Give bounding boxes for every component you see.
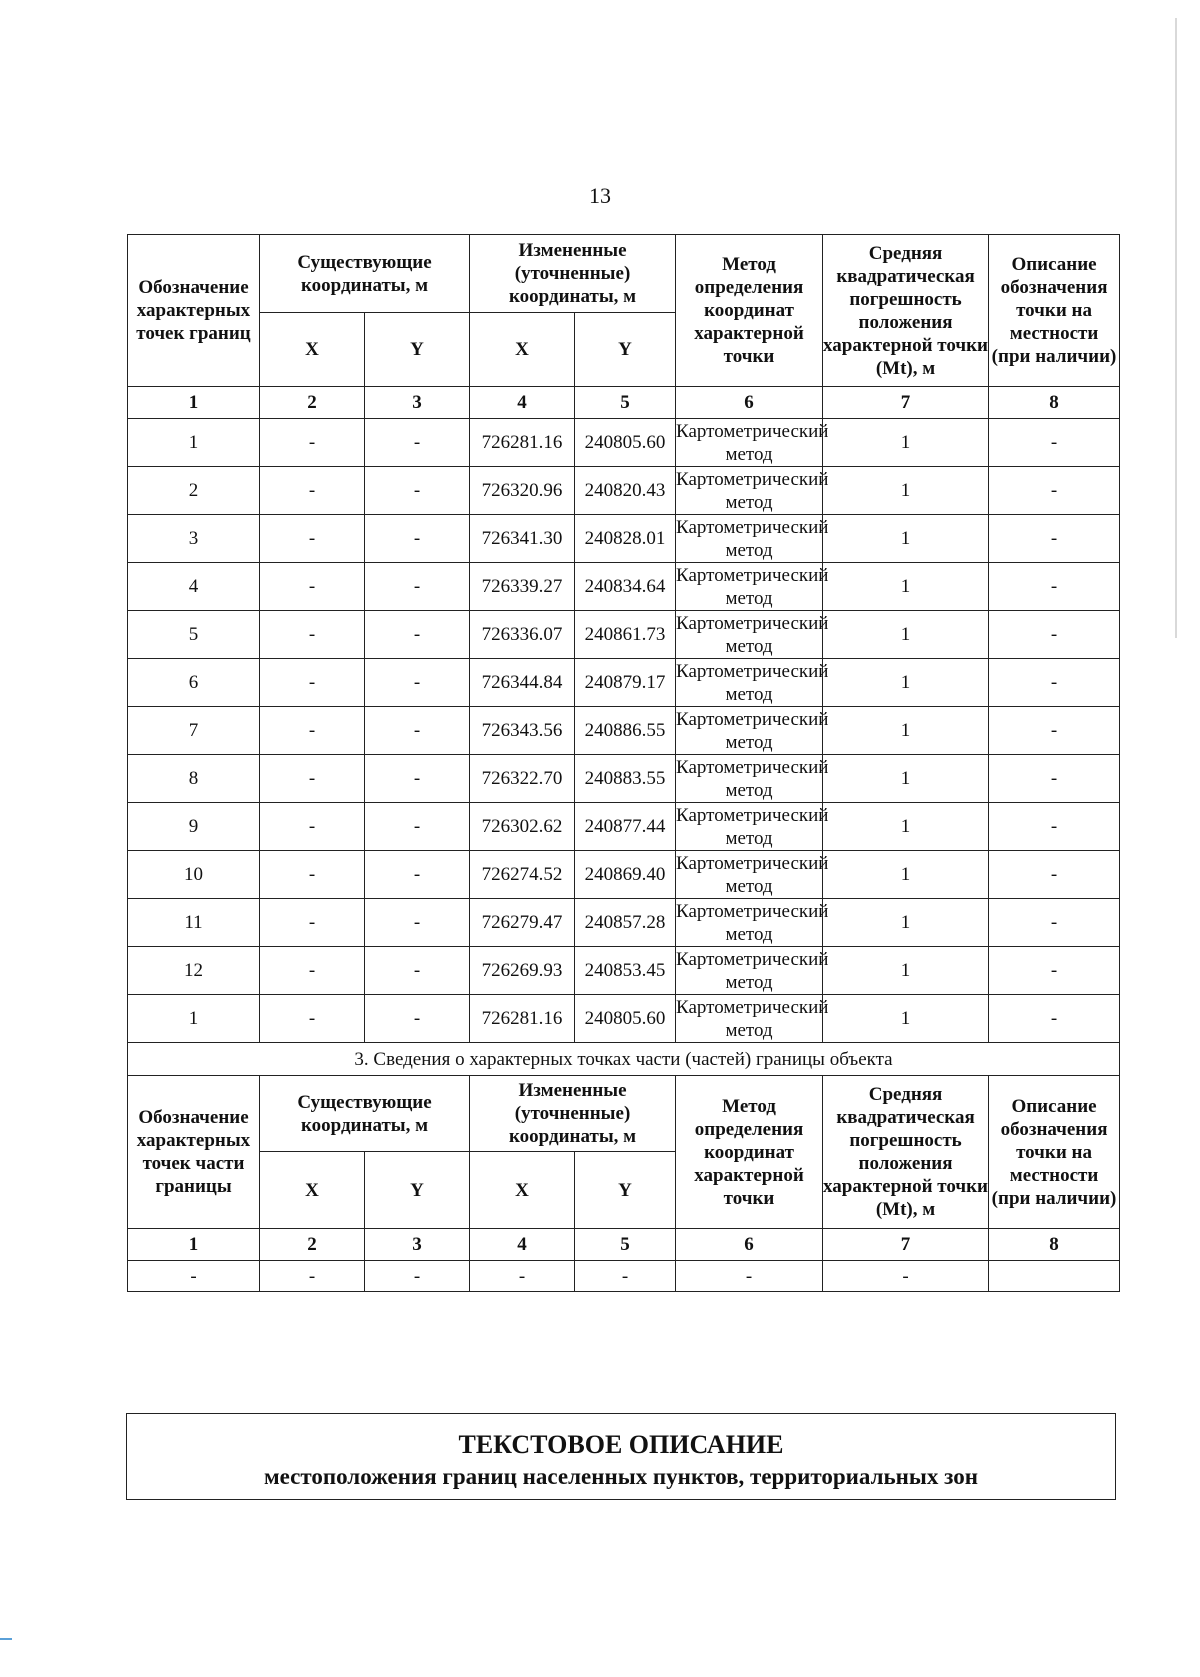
cell-existing-y: -	[365, 947, 470, 995]
cell-existing-x: -	[260, 515, 365, 563]
header-error: Средняя квадратическая погрешность положения характерной точки (Mt), м	[823, 235, 989, 387]
header-existing-x: X	[260, 313, 365, 387]
cell-y: 240869.40	[575, 851, 676, 899]
header-existing-y: Y	[365, 313, 470, 387]
header-existing-coords: Существующие координаты, м	[260, 235, 470, 313]
cell-y: 240879.17	[575, 659, 676, 707]
cell-y: 240820.43	[575, 467, 676, 515]
s3-header-designation: Обозначение характерных точек части границы	[128, 1076, 260, 1229]
header-changed-coords: Измененные (уточненные) координаты, м	[470, 235, 676, 313]
column-number: 6	[676, 1229, 823, 1261]
cell-point: 4	[128, 563, 260, 611]
cell-existing-y: -	[365, 755, 470, 803]
cell-existing-y: -	[365, 995, 470, 1043]
cell-x: 726281.16	[470, 419, 575, 467]
cell-mt: 1	[823, 851, 989, 899]
cell-existing-x: -	[260, 851, 365, 899]
text-description-title: ТЕКСТОВОЕ ОПИСАНИЕ	[458, 1430, 784, 1459]
text-description-subtitle: местоположения границ населенных пунктов, территориальных зон	[264, 1464, 978, 1489]
table-row	[128, 803, 1120, 851]
s3-header-description: Описание обозначения точки на местности (при наличии)	[989, 1076, 1120, 1229]
s3-column-number-row	[128, 1229, 1120, 1261]
cell-point: 9	[128, 803, 260, 851]
cell-desc: -	[989, 707, 1120, 755]
cell-point: 12	[128, 947, 260, 995]
s3-header-changed-y: Y	[575, 1152, 676, 1229]
header-description: Описание обозначения точки на местности (при наличии)	[989, 235, 1120, 387]
cell-point: 11	[128, 899, 260, 947]
cell-existing-x: -	[260, 419, 365, 467]
cell-point: 8	[128, 755, 260, 803]
coordinates-table	[127, 234, 1120, 1292]
table-row	[128, 563, 1120, 611]
cell-x: 726320.96	[470, 467, 575, 515]
cell-mt: 1	[823, 611, 989, 659]
cell-existing-x: -	[260, 467, 365, 515]
cell-point: 2	[128, 467, 260, 515]
cell-point: 10	[128, 851, 260, 899]
cell-desc: -	[989, 467, 1120, 515]
column-number: 1	[128, 387, 260, 419]
column-number: 2	[260, 387, 365, 419]
text-description-box	[126, 1413, 1116, 1500]
s3-header-existing-coords: Существующие координаты, м	[260, 1076, 470, 1152]
cell-x: 726269.93	[470, 947, 575, 995]
cell-point: 3	[128, 515, 260, 563]
s3-header-existing-y: Y	[365, 1152, 470, 1229]
cell-mt: 1	[823, 899, 989, 947]
cell-method: Картометрический метод	[676, 660, 829, 705]
cell-method: Картометрический метод	[676, 996, 829, 1041]
cell-y: -	[575, 1261, 676, 1292]
cell-mt: 1	[823, 803, 989, 851]
cell-method: Картометрический метод	[676, 852, 829, 897]
cell-desc: -	[989, 803, 1120, 851]
cell-desc: -	[989, 659, 1120, 707]
s3-header-existing-x: X	[260, 1152, 365, 1229]
column-number: 3	[365, 1229, 470, 1261]
table-row	[128, 467, 1120, 515]
column-number: 5	[575, 1229, 676, 1261]
cell-mt: 1	[823, 995, 989, 1043]
column-number-row	[128, 387, 1120, 419]
cell-existing-y: -	[365, 419, 470, 467]
cell-y: 240883.55	[575, 755, 676, 803]
cell-desc: -	[989, 611, 1120, 659]
cell-mt: 1	[823, 707, 989, 755]
table-row	[128, 755, 1120, 803]
cell-method: Картометрический метод	[676, 708, 829, 753]
table-row	[128, 515, 1120, 563]
cell-mt: 1	[823, 755, 989, 803]
column-number: 6	[676, 387, 823, 419]
cell-method: Картометрический метод	[676, 804, 829, 849]
column-number: 2	[260, 1229, 365, 1261]
cell-point: 7	[128, 707, 260, 755]
cell-existing-y: -	[365, 563, 470, 611]
cell-point: -	[128, 1261, 260, 1292]
table-row	[128, 659, 1120, 707]
scan-edge-mark	[0, 1638, 12, 1640]
column-number: 4	[470, 1229, 575, 1261]
cell-mt: 1	[823, 419, 989, 467]
cell-x: 726279.47	[470, 899, 575, 947]
cell-existing-y: -	[365, 1261, 470, 1292]
section-3-title: 3. Сведения о характерных точках части (частей) границы объекта	[128, 1043, 1120, 1076]
cell-x: 726302.62	[470, 803, 575, 851]
cell-method: Картометрический метод	[676, 420, 829, 465]
cell-y: 240805.60	[575, 995, 676, 1043]
s3-empty-row	[128, 1261, 1120, 1292]
cell-existing-y: -	[365, 515, 470, 563]
cell-desc: -	[989, 755, 1120, 803]
cell-desc: -	[989, 995, 1120, 1043]
table-row	[128, 707, 1120, 755]
header-method: Метод определения координат характерной точки	[676, 235, 823, 387]
cell-y: 240853.45	[575, 947, 676, 995]
column-number: 5	[575, 387, 676, 419]
cell-point: 1	[128, 419, 260, 467]
cell-mt: 1	[823, 659, 989, 707]
column-number: 7	[823, 1229, 989, 1261]
cell-point: 5	[128, 611, 260, 659]
cell-x: 726341.30	[470, 515, 575, 563]
table-row	[128, 899, 1120, 947]
table-row	[128, 947, 1120, 995]
cell-mt: 1	[823, 947, 989, 995]
s3-header-error: Средняя квадратическая погрешность положения характерной точки (Mt), м	[823, 1076, 989, 1229]
cell-desc: -	[989, 515, 1120, 563]
s3-header-method: Метод определения координат характерной точки	[676, 1076, 823, 1229]
cell-y: 240861.73	[575, 611, 676, 659]
column-number: 8	[989, 1229, 1120, 1261]
column-number: 4	[470, 387, 575, 419]
cell-existing-y: -	[365, 611, 470, 659]
cell-mt: 1	[823, 515, 989, 563]
cell-desc: -	[989, 947, 1120, 995]
cell-existing-x: -	[260, 755, 365, 803]
cell-existing-x: -	[260, 899, 365, 947]
table-row	[128, 995, 1120, 1043]
cell-existing-y: -	[365, 659, 470, 707]
cell-y: 240828.01	[575, 515, 676, 563]
cell-existing-y: -	[365, 851, 470, 899]
cell-method: Картометрический метод	[676, 948, 829, 993]
cell-y: 240834.64	[575, 563, 676, 611]
cell-x: 726336.07	[470, 611, 575, 659]
table-row	[128, 419, 1120, 467]
cell-x: 726322.70	[470, 755, 575, 803]
table-row	[128, 851, 1120, 899]
cell-existing-x: -	[260, 563, 365, 611]
cell-point: 6	[128, 659, 260, 707]
cell-y: 240805.60	[575, 419, 676, 467]
cell-method: -	[676, 1261, 823, 1292]
cell-existing-x: -	[260, 1261, 365, 1292]
cell-existing-x: -	[260, 995, 365, 1043]
s3-header-changed-coords: Измененные (уточненные) координаты, м	[470, 1076, 676, 1152]
cell-y: 240857.28	[575, 899, 676, 947]
cell-x: 726344.84	[470, 659, 575, 707]
cell-method: Картометрический метод	[676, 756, 829, 801]
cell-method: Картометрический метод	[676, 900, 829, 945]
scan-edge-line	[1175, 18, 1177, 638]
cell-method: Картометрический метод	[676, 612, 829, 657]
s3-header-changed-x: X	[470, 1152, 575, 1229]
cell-desc: -	[989, 899, 1120, 947]
cell-existing-x: -	[260, 803, 365, 851]
cell-desc: -	[989, 419, 1120, 467]
cell-existing-y: -	[365, 467, 470, 515]
cell-existing-x: -	[260, 707, 365, 755]
header-changed-y: Y	[575, 313, 676, 387]
column-number: 8	[989, 387, 1120, 419]
cell-y: 240886.55	[575, 707, 676, 755]
cell-existing-y: -	[365, 803, 470, 851]
cell-method: Картометрический метод	[676, 516, 829, 561]
cell-existing-x: -	[260, 611, 365, 659]
cell-desc	[989, 1261, 1120, 1292]
cell-desc: -	[989, 563, 1120, 611]
cell-existing-y: -	[365, 899, 470, 947]
cell-x: 726339.27	[470, 563, 575, 611]
header-changed-x: X	[470, 313, 575, 387]
cell-existing-x: -	[260, 659, 365, 707]
column-number: 1	[128, 1229, 260, 1261]
cell-desc: -	[989, 851, 1120, 899]
table-row	[128, 611, 1120, 659]
cell-method: Картометрический метод	[676, 564, 829, 609]
cell-x: -	[470, 1261, 575, 1292]
cell-mt: 1	[823, 467, 989, 515]
cell-mt: 1	[823, 563, 989, 611]
page-number: 13	[589, 183, 611, 208]
cell-y: 240877.44	[575, 803, 676, 851]
cell-method: Картометрический метод	[676, 468, 829, 513]
cell-point: 1	[128, 995, 260, 1043]
cell-x: 726281.16	[470, 995, 575, 1043]
column-number: 3	[365, 387, 470, 419]
column-number: 7	[823, 387, 989, 419]
header-designation: Обозначение характерных точек границ	[128, 235, 260, 387]
cell-existing-x: -	[260, 947, 365, 995]
cell-x: 726343.56	[470, 707, 575, 755]
cell-x: 726274.52	[470, 851, 575, 899]
cell-mt: -	[823, 1261, 989, 1292]
cell-existing-y: -	[365, 707, 470, 755]
